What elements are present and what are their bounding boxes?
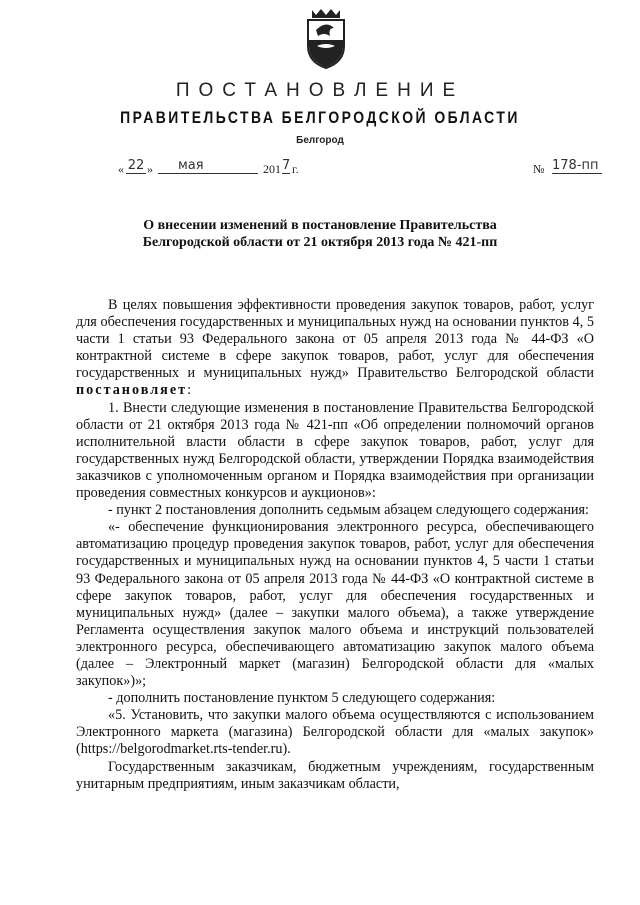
city-label: Белгород <box>296 135 344 146</box>
paragraph-item-1: 1. Внести следующие изменения в постановление Правительства Белгородской области от 21 октября 2013 года № 421-пп «Об определении полномочий органов исполнительной власти области в сфере закупок товаров, работ, услуг для государственных нужд Белгородской области, утверждении Порядка взаимодействия заказчиков с уполномоченным органом и Порядка взаимодействия при организации проведения совместных конкурсов и аукционов»: <box>76 399 594 502</box>
paragraph-preamble <box>76 297 594 400</box>
date-year-suffix: г. <box>292 162 299 176</box>
paragraph-customers: Государственным заказчикам, бюджетным учреждениям, государственным унитарным предприятиям, иным заказчикам области, <box>76 758 594 792</box>
title-line-1: О внесении изменений в постановление Правительства <box>143 218 497 233</box>
issuer-heading: ПРАВИТЕЛЬСТВА БЕЛГОРОДСКОЙ ОБЛАСТИ <box>120 108 520 127</box>
document-number: 178-пп <box>552 158 602 174</box>
document-body <box>76 297 594 793</box>
decree-word: постановляет <box>76 382 188 399</box>
paragraph-quoted-addition: «- обеспечение функционирования электронного ресурса, обеспечивающего автоматизацию процедур проведения закупок товаров, работ, услуг для обеспечения государственных и муниципальных нужд на основании пунктов 4, 5 части 1 статьи 93 Федерального закона от 05 апреля 2013 года № 44-ФЗ «О контрактной системе в сфере закупок товаров, работ, услуг для обеспечения государственных и муниципальных нужд» (далее – закупки малого объема), а также утверждение Регламента осуществления закупок малого объема и инструкций пользователей электронного ресурса, обеспечивающего автоматизацию закупок малого объема (далее – Электронный маркет (магазин) Белгородской области для «малых закупок»)»; <box>76 519 594 690</box>
date-open-quote: « <box>118 162 124 176</box>
date-number-row <box>118 160 618 178</box>
title-line-2: Белгородской области от 21 октября 2013 года № 421-пп <box>142 235 498 250</box>
date-month: мая <box>158 158 258 174</box>
coat-of-arms-icon <box>300 6 352 70</box>
decree-colon: : <box>187 382 192 399</box>
paragraph-item-5: «5. Установить, что закупки малого объема осуществляются с использованием Электронного маркета (магазина) Белгородской области для «малых закупок» (https://belgorodmarket.rts-tender.ru). <box>76 707 594 758</box>
document-title <box>60 217 580 251</box>
date-year-last: 7 <box>282 158 291 173</box>
number-prefix: № <box>533 162 545 176</box>
date-day: 22 <box>127 158 145 173</box>
date-year-prefix: 201 <box>263 162 281 176</box>
paragraph-clause-2: - пункт 2 постановления дополнить седьмым абзацем следующего содержания: <box>108 502 589 519</box>
preamble-text: В целях повышения эффективности проведения закупок товаров, работ, услуг для обеспечения государственных и муниципальных нужд на основании пунктов 4, 5 части 1 статьи 93 Федерального закона от 05 апреля 2013 года № 44-ФЗ «О контрактной системе в сфере закупок товаров, работ, услуг для обеспечения государственных и муниципальных нужд» Правительство Белгородской области <box>76 297 594 382</box>
paragraph-clause-5: - дополнить постановление пунктом 5 следующего содержания: <box>108 690 496 707</box>
date-close-quote: » <box>147 162 153 176</box>
document-type-heading: ПОСТАНОВЛЕНИЕ <box>175 80 465 101</box>
